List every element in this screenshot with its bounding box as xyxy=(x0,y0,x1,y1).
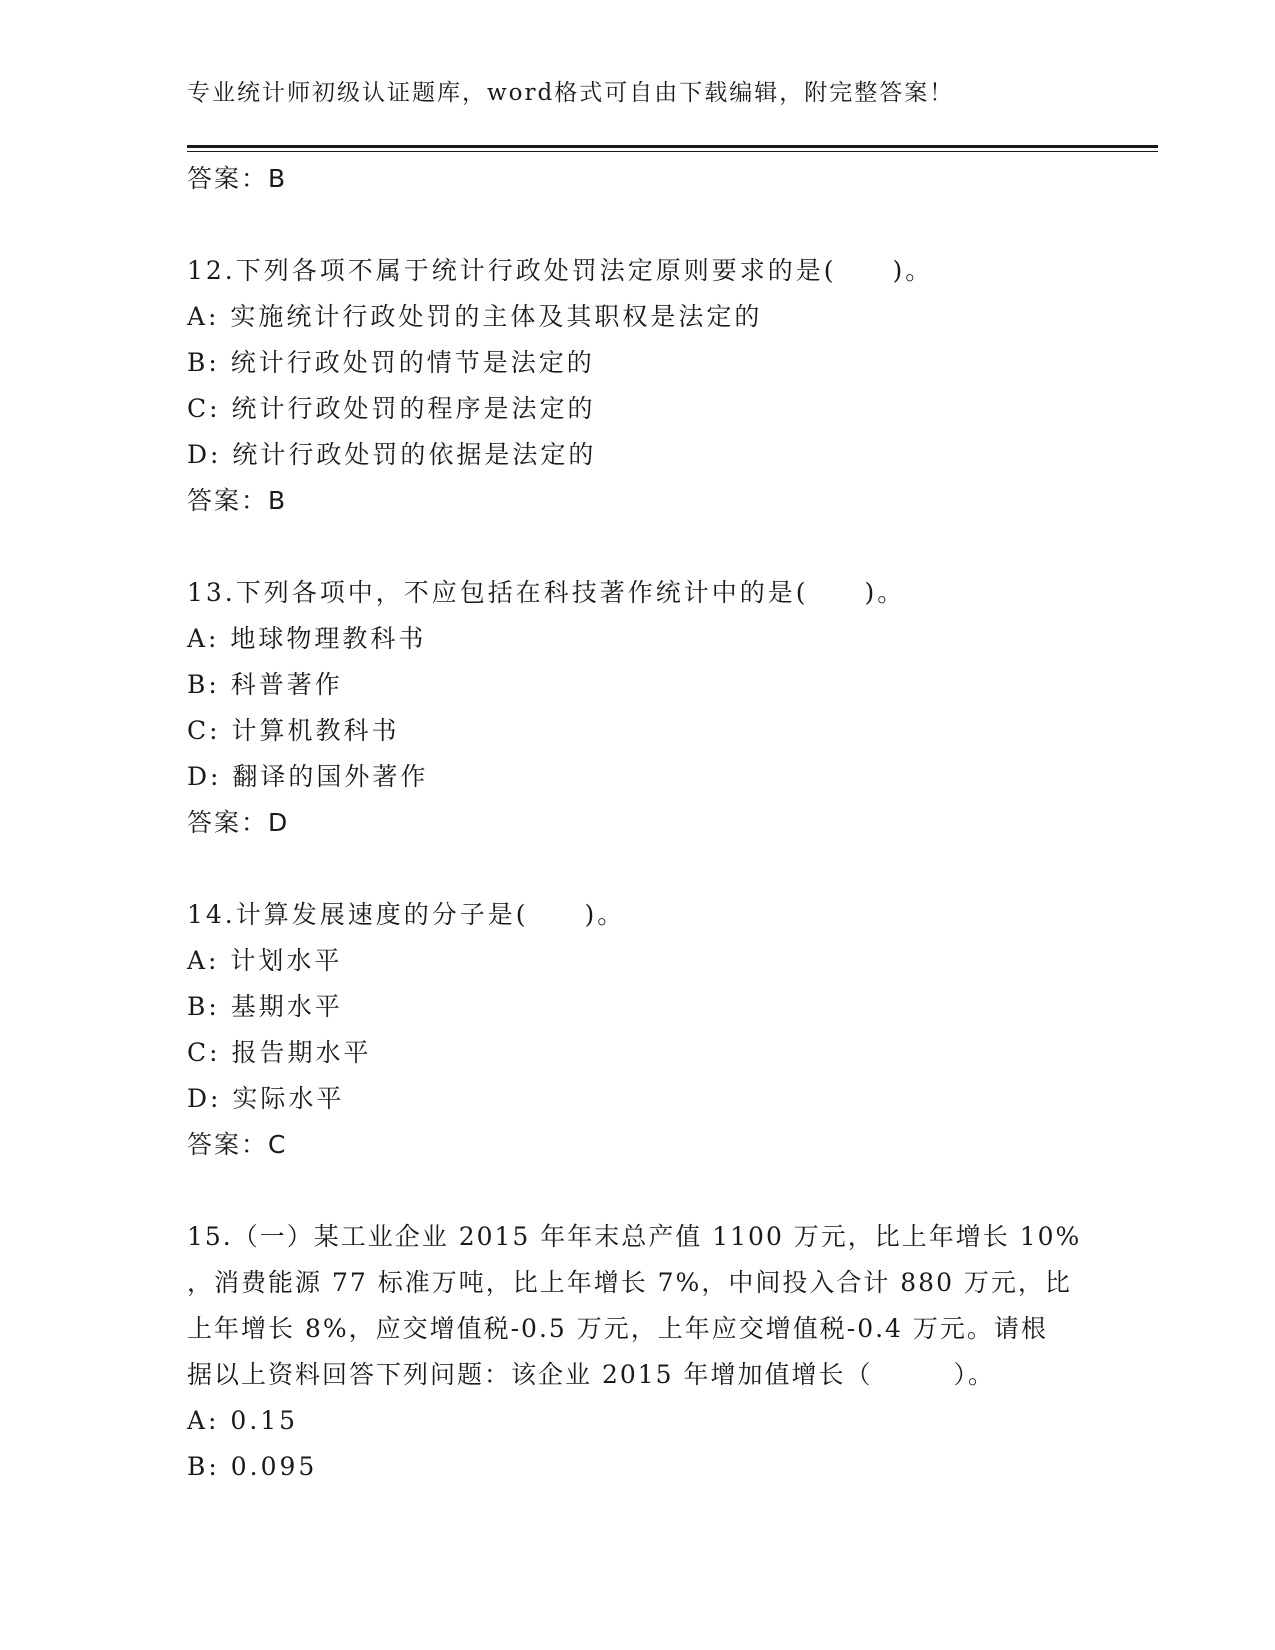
option-b: B: 统计行政处罚的情节是法定的 xyxy=(187,348,595,377)
answer-label: 答案：B xyxy=(187,164,288,193)
question-15 xyxy=(187,1214,1087,1490)
option-a: A: 0.15 xyxy=(187,1406,299,1435)
answer-label: 答案：D xyxy=(187,808,290,837)
question-stem-line: 据以上资料回答下列问题：该企业 2015 年增加值增长（ ）。 xyxy=(187,1360,996,1389)
question-stem-line: 上年增长 8%，应交增值税-0.5 万元，上年应交增值税-0.4 万元。请根 xyxy=(187,1314,1048,1343)
answer-label: 答案：C xyxy=(187,1130,288,1159)
option-c: C: 报告期水平 xyxy=(187,1038,372,1067)
question-stem: 13.下列各项中，不应包括在科技著作统计中的是( )。 xyxy=(187,578,906,607)
spacer xyxy=(187,202,1087,248)
option-d: D: 翻译的国外著作 xyxy=(187,762,429,791)
spacer xyxy=(187,524,1087,570)
page-header: 专业统计师初级认证题库，word格式可自由下载编辑，附完整答案！ xyxy=(187,80,955,106)
header-rule-thin xyxy=(187,151,1158,152)
question-stem: 12.下列各项不属于统计行政处罚法定原则要求的是( )。 xyxy=(187,256,934,285)
question-13 xyxy=(187,570,1087,846)
option-a: A: 计划水平 xyxy=(187,946,343,975)
question-14 xyxy=(187,892,1087,1168)
spacer xyxy=(187,1168,1087,1214)
option-d: D: 实际水平 xyxy=(187,1084,345,1113)
document-body xyxy=(187,156,1087,1490)
option-a: A: 地球物理教科书 xyxy=(187,624,427,653)
option-b: B: 0.095 xyxy=(187,1452,318,1481)
answer-label: 答案：B xyxy=(187,486,288,515)
option-c: C: 统计行政处罚的程序是法定的 xyxy=(187,394,596,423)
spacer xyxy=(187,846,1087,892)
header-rule-thick xyxy=(187,145,1158,148)
option-d: D: 统计行政处罚的依据是法定的 xyxy=(187,440,597,469)
option-b: B: 科普著作 xyxy=(187,670,343,699)
question-stem-line: 15.（一）某工业企业 2015 年年末总产值 1100 万元，比上年增长 10% xyxy=(187,1222,1082,1251)
question-stem: 14.计算发展速度的分子是( )。 xyxy=(187,900,626,929)
option-a: A: 实施统计行政处罚的主体及其职权是法定的 xyxy=(187,302,763,331)
option-c: C: 计算机教科书 xyxy=(187,716,400,745)
option-b: B: 基期水平 xyxy=(187,992,343,1021)
question-12 xyxy=(187,248,1087,524)
question-stem-line: ，消费能源 77 标准万吨，比上年增长 7%，中间投入合计 880 万元，比 xyxy=(187,1268,1072,1297)
